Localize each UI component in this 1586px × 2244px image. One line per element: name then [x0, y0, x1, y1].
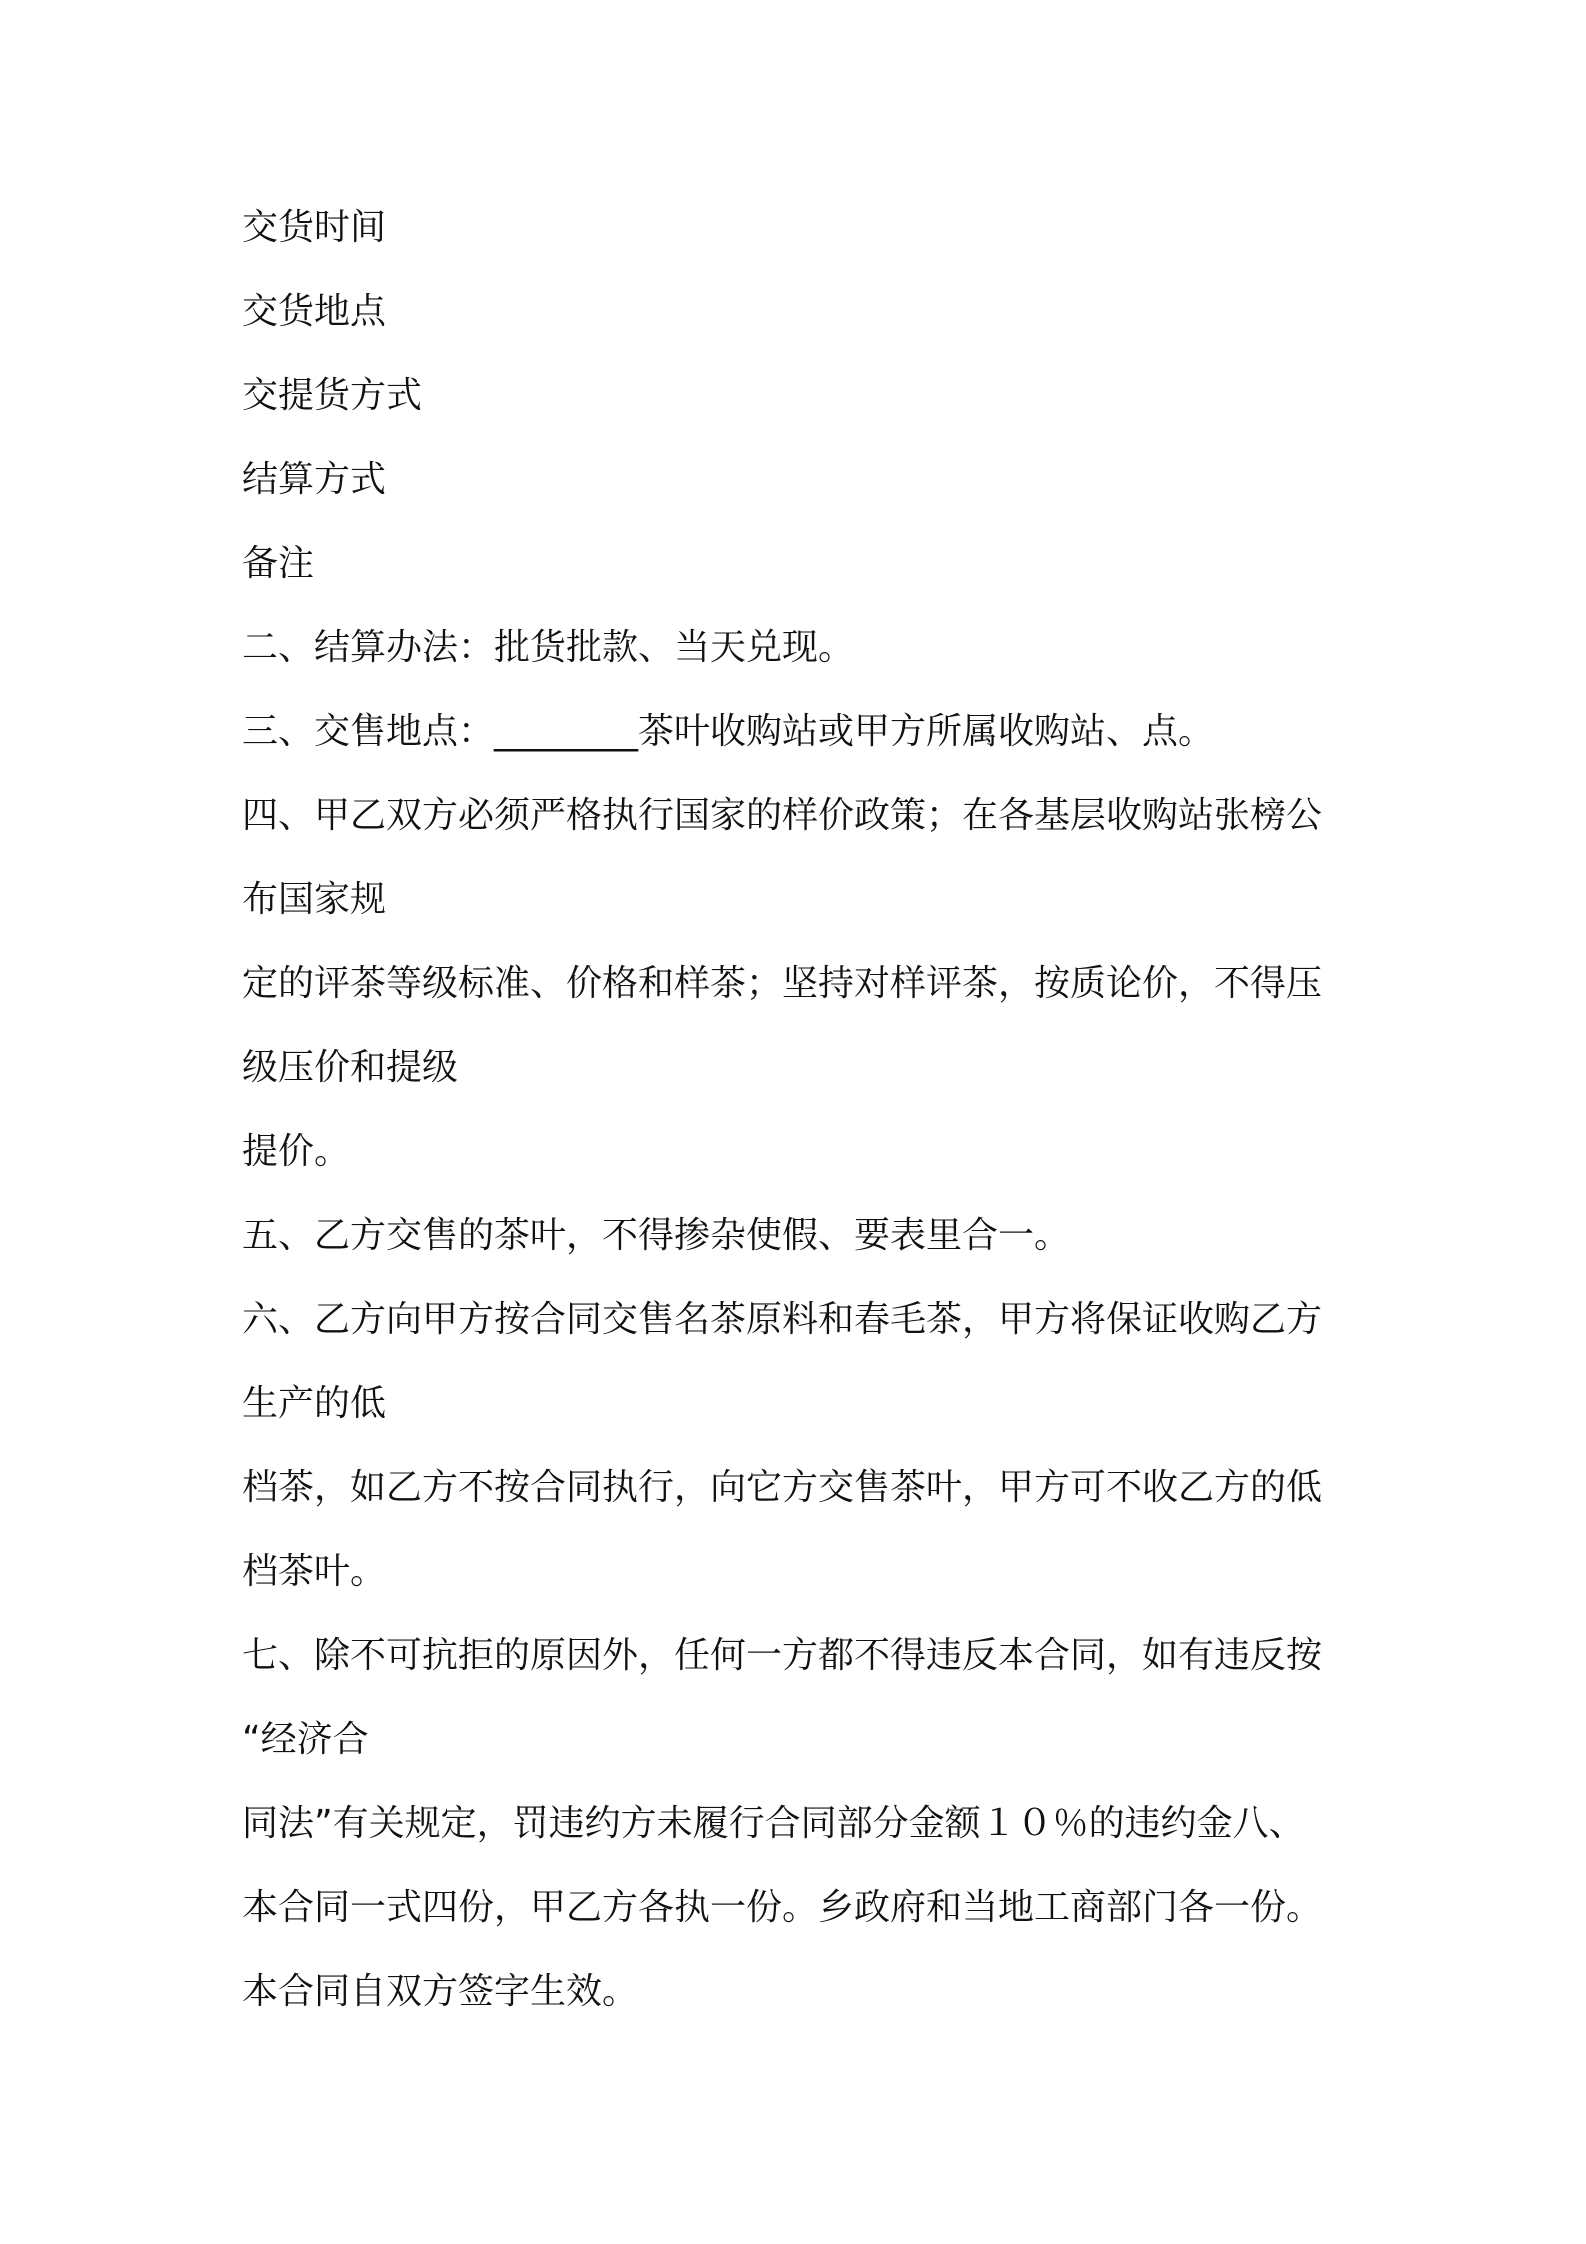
clause-effective: 本合同自双方签字生效。 — [242, 1971, 639, 2012]
clause-4-line-1: 四、甲乙双方必须严格执行国家的样价政策；在各基层收购站张榜公 — [242, 795, 1323, 836]
clause-6-line-3: 档茶，如乙方不按合同执行，向它方交售茶叶，甲方可不收乙方的低 — [242, 1467, 1323, 1508]
clause-6-line-1: 六、乙方向甲方按合同交售名茶原料和春毛茶，甲方将保证收购乙方 — [242, 1299, 1323, 1340]
clause-7-line-3: 同法”有关规定，罚违约方未履行合同部分金额１０％的违约金八、 — [242, 1803, 1305, 1844]
clause-4-line-4: 级压价和提级 — [242, 1047, 459, 1088]
field-settlement-method: 结算方式 — [242, 459, 387, 500]
clause-8-copies: 本合同一式四份，甲乙方各执一份。乡政府和当地工商部门各一份。 — [242, 1887, 1323, 1928]
clause-4-line-3: 定的评茶等级标准、价格和样茶；坚持对样评茶，按质论价，不得压 — [242, 963, 1323, 1004]
clause-5: 五、乙方交售的茶叶，不得掺杂使假、要表里合一。 — [242, 1215, 1071, 1256]
field-delivery-place: 交货地点 — [242, 291, 387, 332]
clause-6-line-4: 档茶叶。 — [242, 1551, 387, 1592]
clause-4-line-2: 布国家规 — [242, 879, 387, 920]
field-delivery-method: 交提货方式 — [242, 375, 423, 416]
clause-2-settlement: 二、结算办法：批货批款、当天兑现。 — [242, 627, 855, 668]
clause-6-line-2: 生产的低 — [242, 1383, 387, 1424]
field-delivery-time: 交货时间 — [242, 207, 387, 248]
field-remarks: 备注 — [242, 543, 315, 584]
clause-7-line-2: “经济合 — [242, 1719, 369, 1760]
clause-3-location: 三、交售地点：________茶叶收购站或甲方所属收购站、点。 — [242, 711, 1215, 752]
clause-4-line-5: 提价。 — [242, 1131, 351, 1172]
clause-7-line-1: 七、除不可抗拒的原因外，任何一方都不得违反本合同，如有违反按 — [242, 1635, 1323, 1676]
